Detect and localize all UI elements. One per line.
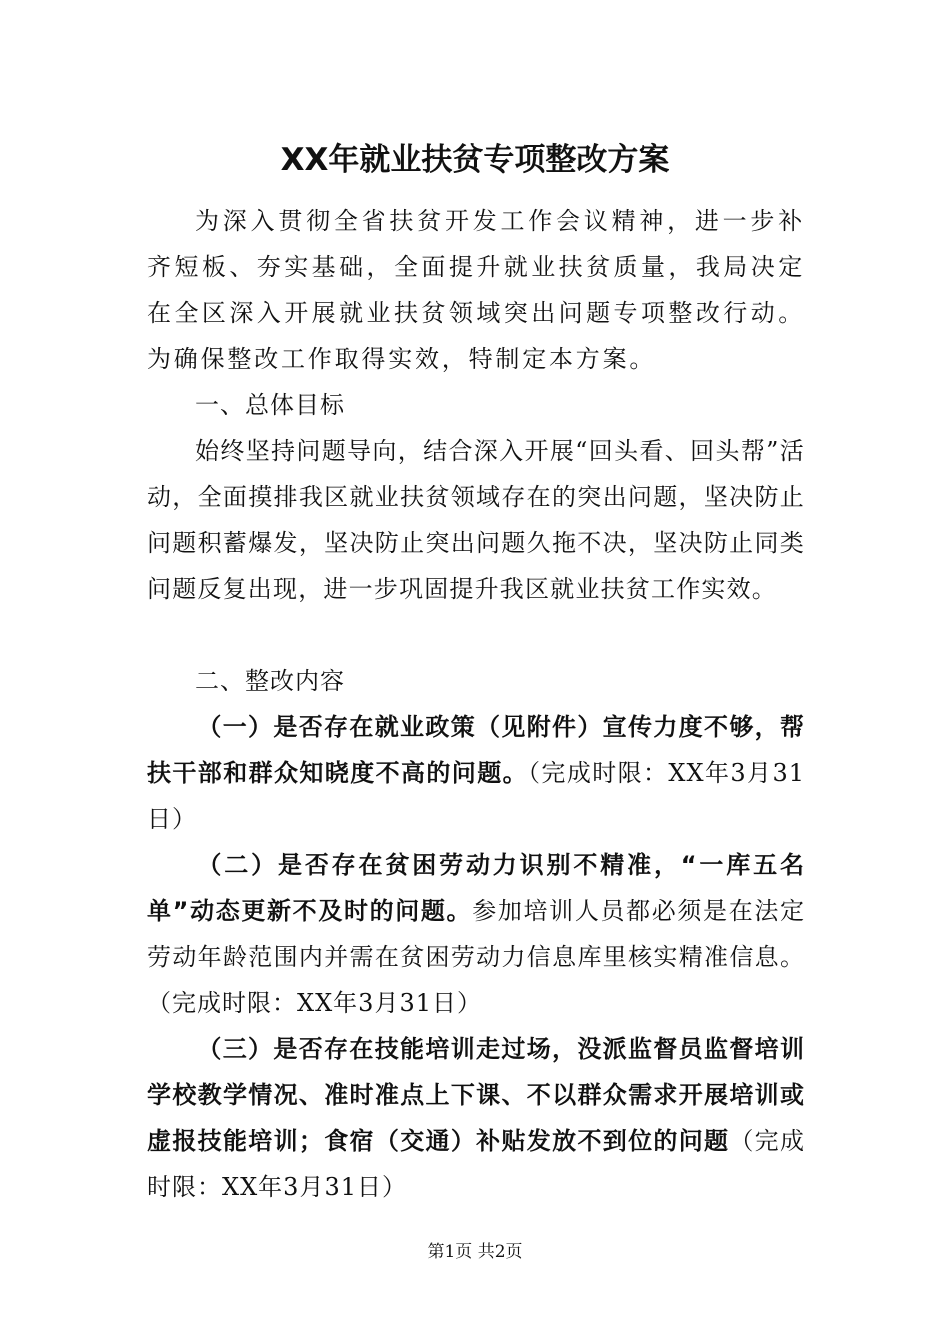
- page-footer: 第1页 共2页: [427, 1242, 523, 1262]
- rectification-item-1: [147, 704, 805, 842]
- item-title: （一）是否存在就业政策（见附件）宣传力度不够，帮扶干部和群众知晓度不高的问题。: [147, 713, 805, 787]
- document-title: XX年就业扶贫专项整改方案: [280, 142, 670, 178]
- item-title: （三）是否存在技能培训走过场，没派监督员监督培训学校教学情况、准时准点上下课、不以群众需求开展培训或虚报技能培训；食宿（交通）补贴发放不到位的问题: [147, 1035, 805, 1155]
- section-heading-goal: 一、总体目标: [195, 391, 345, 419]
- item-note: （完成时限：XX年3月31日）: [147, 759, 806, 833]
- goal-paragraph: 始终坚持问题导向，结合深入开展“回头看、回头帮”活动，全面摸排我区就业扶贫领域存在的突出问题，坚决防止问题积蓄爆发，坚决防止突出问题久拖不决，坚决防止同类问题反复出现，进一步巩固提升我区就业扶贫工作实效。: [147, 437, 805, 603]
- item-note: （完成时限：XX年3月31日）: [147, 1127, 805, 1201]
- intro-paragraph: 为深入贯彻全省扶贫开发工作会议精神，进一步补齐短板、夯实基础，全面提升就业扶贫质量，我局决定在全区深入开展就业扶贫领域突出问题专项整改行动。为确保整改工作取得实效，特制定本方案。: [147, 207, 805, 373]
- rectification-item-3: [147, 1026, 805, 1210]
- section-heading-content: 二、整改内容: [195, 667, 345, 695]
- rectification-item-2: [147, 842, 805, 1026]
- item-title: （二）是否存在贫困劳动力识别不精准，“一库五名单”动态更新不及时的问题。: [147, 851, 805, 925]
- item-note: 参加培训人员都必须是在法定劳动年龄范围内并需在贫困劳动力信息库里核实精准信息。（完成时限：XX年3月31日）: [147, 897, 806, 1017]
